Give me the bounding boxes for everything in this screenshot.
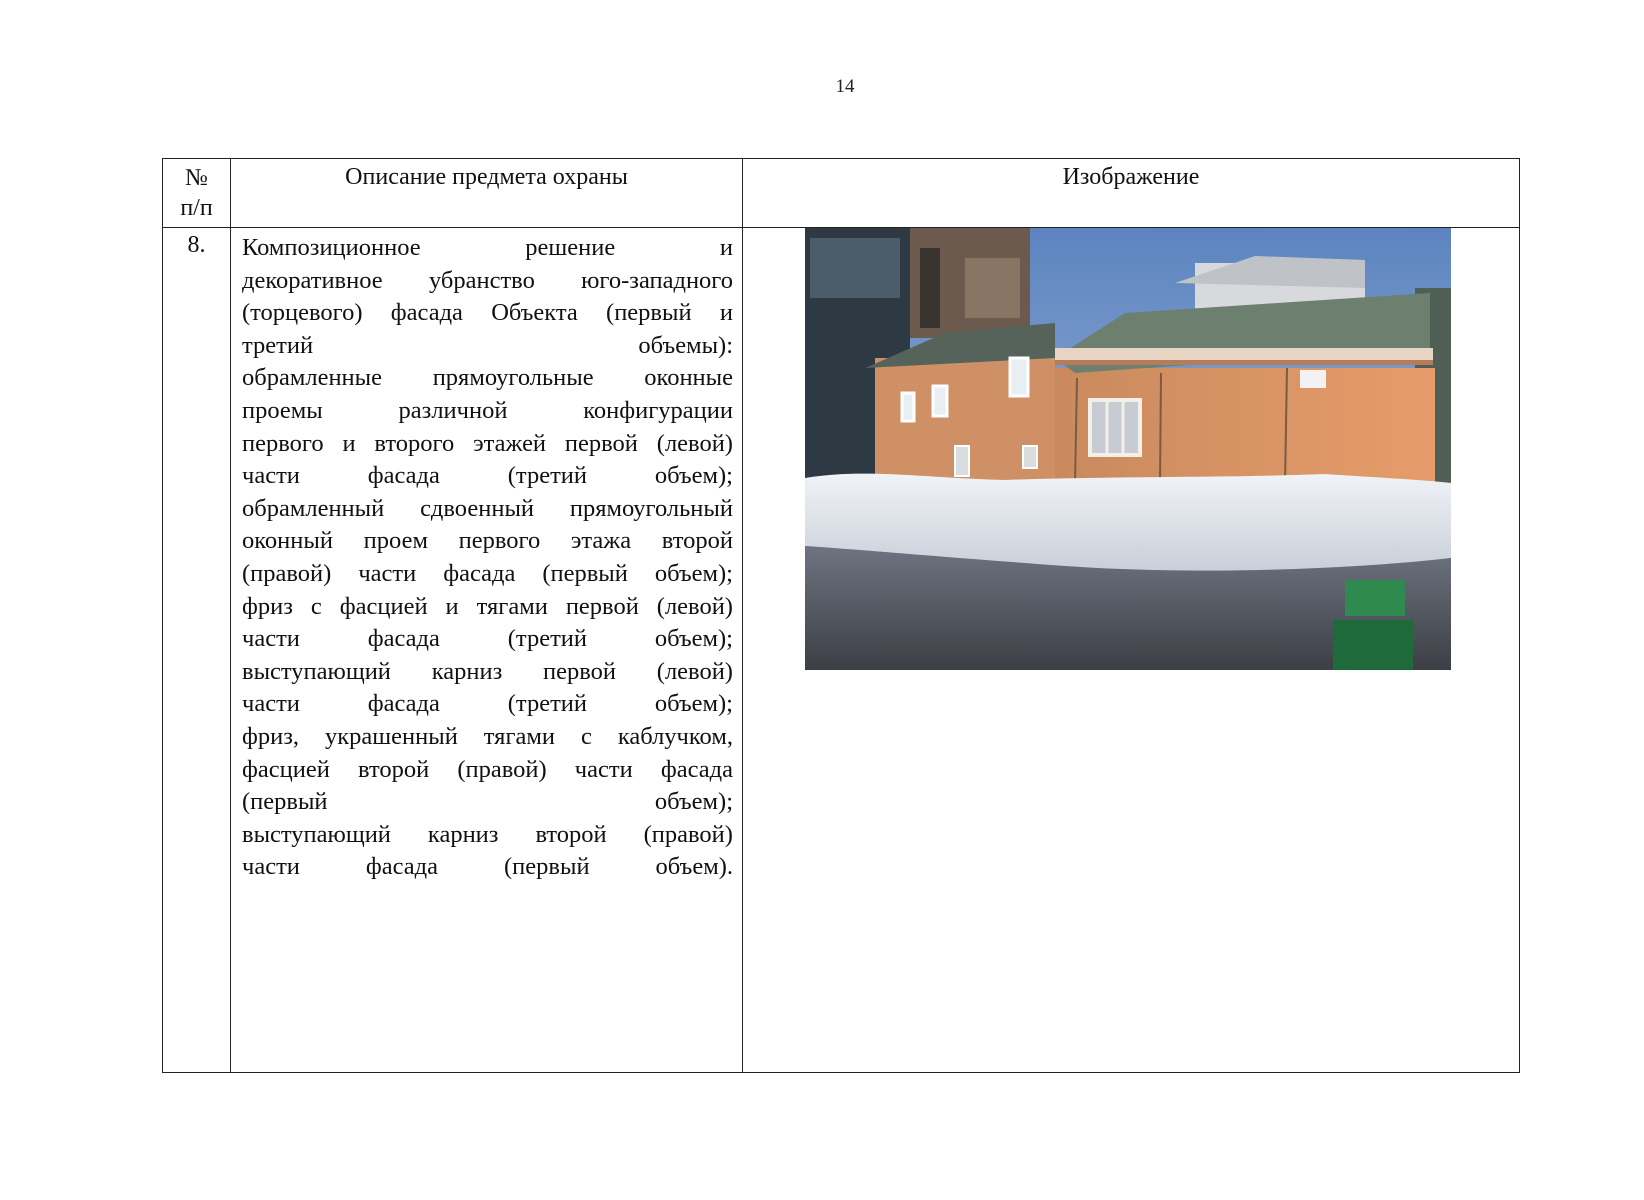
description-line: (торцевого) фасада Объекта (первый и xyxy=(242,299,733,327)
row-image-cell xyxy=(743,228,1520,1073)
header-description: Описание предмета охраны xyxy=(231,159,743,228)
description-line: выступающий карниз второй (правой) xyxy=(242,820,733,848)
description-line: части фасада (третий объем); xyxy=(242,690,733,718)
page-number: 14 xyxy=(835,76,855,97)
header-image: Изображение xyxy=(743,159,1520,228)
description-line: (первый объем); xyxy=(242,788,733,816)
description-line: проемы различной конфигурации xyxy=(242,396,733,424)
description-line: части фасада (первый объем). xyxy=(242,853,733,881)
description-line: обрамленные прямоугольные оконные xyxy=(242,364,733,392)
description-line: части фасада (третий объем); xyxy=(242,625,733,653)
row-number: 8. xyxy=(163,228,231,1073)
building-facade-photo xyxy=(805,228,1451,670)
header-number-abbr: п/п xyxy=(180,195,213,221)
description-line: фриз с фасцией и тягами первой (левой) xyxy=(242,592,733,620)
description-line: оконный проем первого этажа второй xyxy=(242,527,733,555)
header-number xyxy=(163,159,231,228)
description-line: части фасада (третий объем); xyxy=(242,462,733,490)
description-line: выступающий карниз первой (левой) xyxy=(242,657,733,685)
protection-subject-table xyxy=(162,158,1520,1073)
table-row xyxy=(163,228,1520,1073)
description-line: Композиционное решение и xyxy=(242,234,733,261)
description-line: обрамленный сдвоенный прямоугольный xyxy=(242,494,733,522)
description-line: фасцией второй (правой) части фасада xyxy=(242,755,733,783)
description-line: фриз, украшенный тягами с каблучком, xyxy=(242,722,733,750)
row-description xyxy=(231,228,743,1073)
description-line: первого и второго этажей первой (левой) xyxy=(242,429,733,457)
description-line: (правой) части фасада (первый объем); xyxy=(242,559,733,587)
table-header-row xyxy=(163,159,1520,228)
description-line: декоративное убранство юго-западного xyxy=(242,266,733,294)
header-number-sign: № xyxy=(185,165,208,191)
description-line: третий объемы): xyxy=(242,331,733,359)
